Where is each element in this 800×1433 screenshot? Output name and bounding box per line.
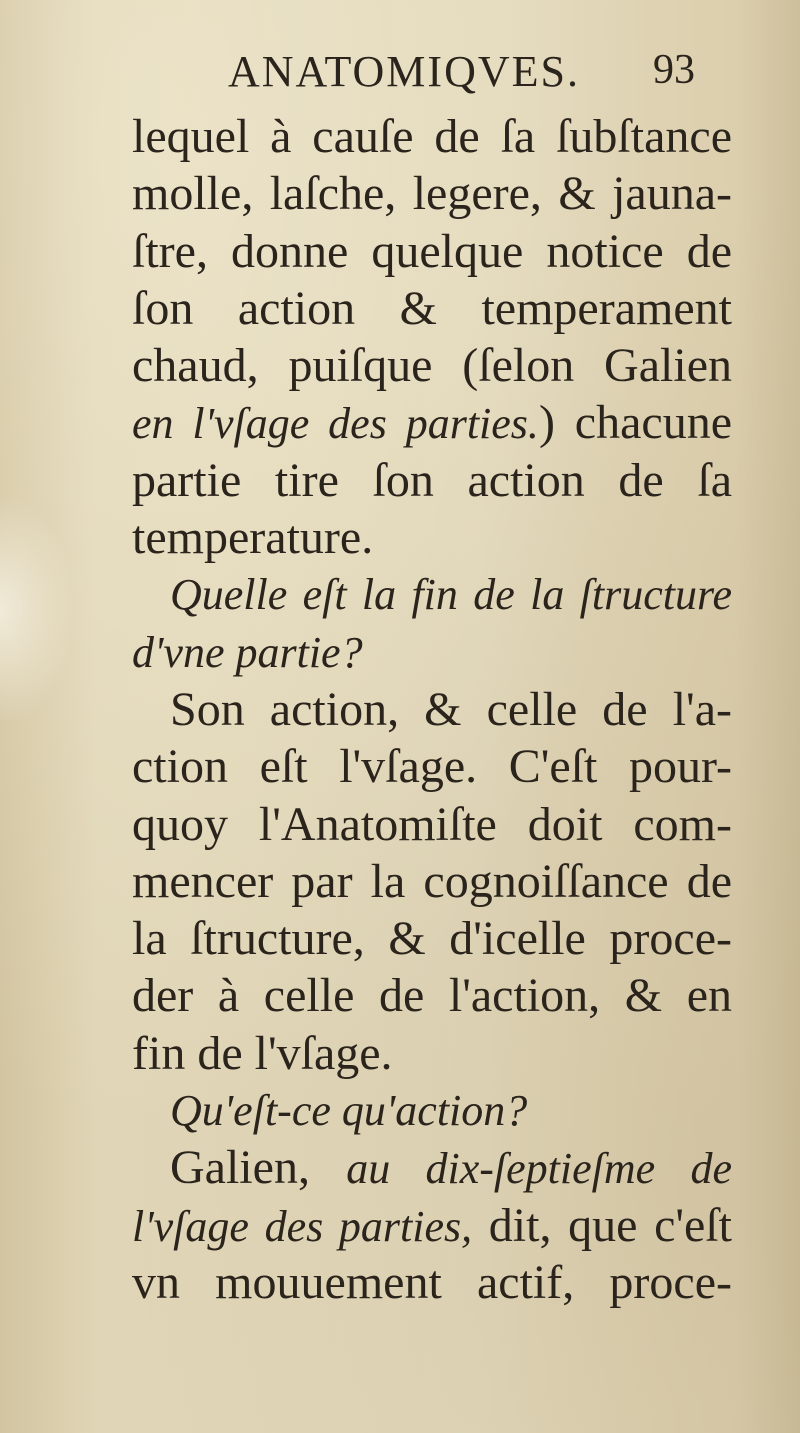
text-fragment: ) chacune [538,396,733,450]
text-line: partie tire ſon action de ſa [132,453,732,507]
text-line [132,1139,732,1196]
text-line: temperature. [132,511,374,565]
text-line: mencer par la cognoiſſance de [132,854,732,908]
text-line: fin de l'vſage. [132,1026,393,1080]
text-line: ſon action & temperament [132,281,732,335]
question-line: d'vne partie? [132,627,363,677]
running-title: ANATOMIQVES. [228,47,580,96]
text-line: Son action, & celle de l'a- [170,682,732,736]
text-line: quoy l'Anatomiſte doit com- [132,797,732,851]
text-line: lequel à cauſe de ſa ſubſtance [132,110,732,163]
text-line: chaud, puiſque (ſelon Galien [132,339,732,393]
question-line: Quelle eſt la fin de la ſtructure [170,570,732,620]
text-line: molle, laſche, legere, & jauna- [132,167,732,221]
running-head [228,46,748,106]
text-line [132,394,732,451]
paper-stain [0,500,70,720]
text-fragment: dit, que c'eſt [472,1198,733,1252]
question-line: Qu'eſt-ce qu'action? [170,1086,528,1136]
italic-citation: en l'vſage des parties. [132,399,539,449]
text-line: ſtre, donne quelque notice de [132,224,732,278]
text-line: ction eſt l'vſage. C'eſt pour- [132,740,732,794]
text-line: vn mouuement actif, proce- [132,1255,732,1309]
italic-citation: au dix-ſeptieſme de [346,1144,732,1194]
italic-citation: l'vſage des parties, [132,1201,473,1251]
text-line: der à celle de l'action, & en [132,969,732,1023]
text-line: la ſtructure, & d'icelle proce- [132,912,732,966]
text-fragment: Galien, [170,1141,347,1195]
text-line [132,1197,732,1254]
page-number: 93 [653,47,695,93]
body-text [132,108,732,1311]
